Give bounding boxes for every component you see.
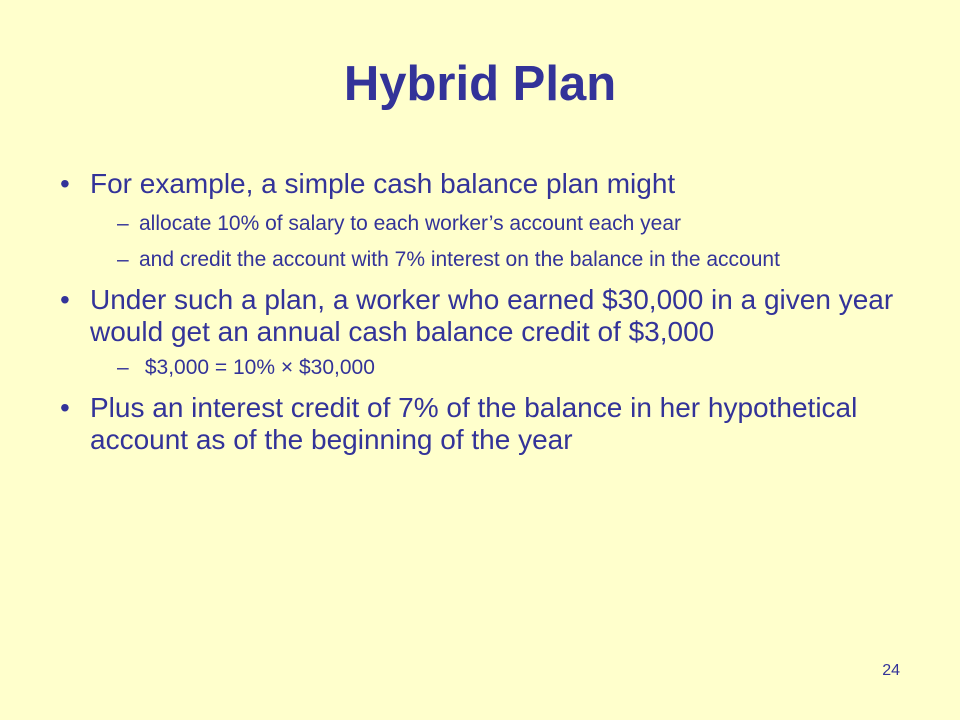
sub-bullet-text: $3,000 = 10% × $30,000	[139, 356, 375, 379]
sub-bullet-marker: –	[117, 356, 129, 379]
bullet-item	[60, 168, 920, 200]
bullet-text: For example, a simple cash balance plan might	[90, 168, 676, 199]
sub-bullet-text: and credit the account with 7% interest on the balance in the account	[139, 248, 780, 271]
bullet-marker: •	[60, 168, 70, 199]
sub-bullet-marker: –	[117, 212, 129, 235]
sub-bullet-item	[60, 248, 920, 272]
bullet-text: Plus an interest credit of 7% of the balance in her hypothetical account as of the beginning of the year	[90, 392, 858, 455]
bullet-item	[60, 392, 920, 456]
bullet-text: Under such a plan, a worker who earned $30,000 in a given year would get an annual cash balance credit of $3,000	[90, 284, 894, 347]
sub-bullet-marker: –	[117, 248, 129, 271]
bullet-marker: •	[60, 392, 70, 423]
slide-content	[60, 168, 920, 456]
sub-bullet-text: allocate 10% of salary to each worker’s account each year	[139, 212, 682, 235]
page-number: 24	[882, 662, 900, 679]
bullet-marker: •	[60, 284, 70, 315]
sub-bullet-item	[60, 212, 920, 236]
slide-title: Hybrid Plan	[343, 57, 617, 111]
bullet-item	[60, 284, 920, 348]
sub-bullet-item	[60, 356, 920, 380]
